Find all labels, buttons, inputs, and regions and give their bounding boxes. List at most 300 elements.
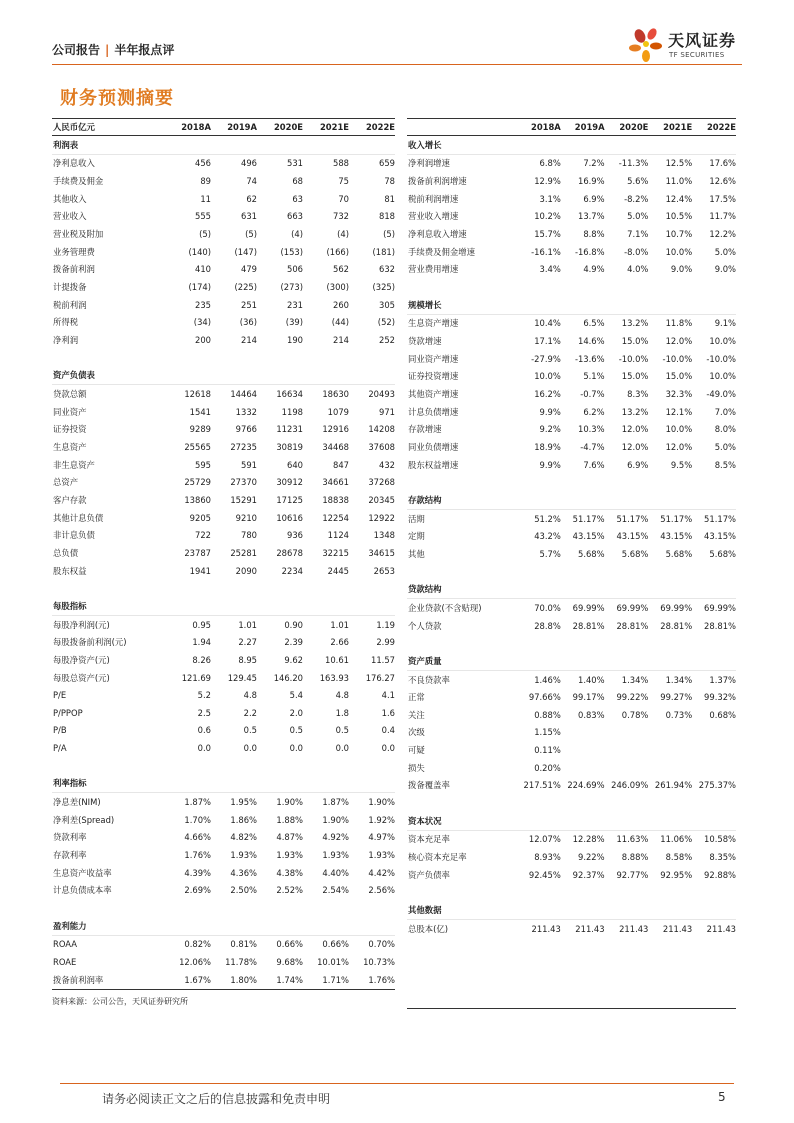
table-row [407,741,736,759]
cell-value: 1.93% [368,850,395,861]
cell-value: -13.6% [574,353,605,364]
cell-value: 1.76% [184,850,211,861]
cell-value: 1.70% [184,814,211,825]
row-label: P/E [53,690,67,701]
cell-value: 32.3% [665,389,693,400]
cell-value: 25729 [184,477,211,488]
cell-value: 1.90% [276,797,303,808]
row-label: 拨备前利润增速 [408,176,467,187]
cell-value: 12.0% [665,441,693,452]
cell-value: 11231 [276,424,303,435]
cell-value: 2.50% [230,885,257,896]
row-label: P/A [53,743,67,754]
cell-value: 28.81% [572,620,605,631]
row-label: P/PPOP [53,707,83,718]
cell-value: -11.3% [618,158,649,169]
cell-value: 432 [379,459,395,470]
cell-value: 659 [379,158,395,169]
cell-value: -8.0% [624,246,649,257]
cell-value: 13.2% [621,318,649,329]
cell-value: 146.20 [273,672,303,683]
cell-value: 15291 [230,494,257,505]
cell-value: (4) [337,229,349,240]
cell-value: 1.34% [621,674,649,685]
row-label: 计息负债成本率 [53,885,112,896]
cell-value: (39) [285,317,303,328]
cell-value: 971 [379,406,395,417]
row-label: 非计息负债 [53,530,95,541]
cell-value: 2090 [235,565,257,576]
cell-value: 14.6% [577,336,605,347]
cell-value: 3.4% [539,264,561,275]
cell-value: 0.78% [621,709,649,720]
table-row [52,846,395,864]
cell-value: 12.5% [665,158,693,169]
cell-value: 69.99% [616,602,649,613]
cell-value: 11.7% [709,211,736,222]
cell-value: 13860 [184,494,211,505]
cell-value: 0.0 [243,743,257,754]
row-label: 非生息资产 [53,459,95,470]
cell-value: 2.0 [289,707,303,718]
cell-value: 97.66% [528,692,561,703]
cell-value: 8.93% [534,852,561,863]
cell-value: 1.01 [330,619,349,630]
cell-value: 99.22% [616,692,649,703]
row-label: 次级 [408,727,425,738]
doc-type: 公司报告 [52,43,101,57]
row-label: 个人贷款 [408,620,442,631]
cell-value: 0.66% [322,939,349,950]
row-label: 损失 [408,762,425,773]
cell-value: 496 [241,158,257,169]
cell-value: 0.66% [276,939,303,950]
row-label: 存款增速 [408,424,442,435]
cell-value: 4.36% [230,867,257,878]
cell-value: 12.0% [621,424,649,435]
cell-value: 1.67% [184,974,211,985]
table-row [407,456,736,474]
section-title: 资产质量 [408,655,442,666]
cell-value: 7.2% [583,158,605,169]
row-label: 税前利润 [53,299,87,310]
cell-value: 34661 [322,477,349,488]
table-row [52,936,395,954]
row-label: 生息资产 [53,441,87,452]
cell-value: 63 [292,193,303,204]
cell-value: 0.95 [192,619,211,630]
cell-value: 8.8% [583,229,605,240]
row-label: 拨备前利润 [53,264,95,275]
cell-value: 8.35% [709,852,736,863]
row-label: 所得税 [53,317,79,328]
cell-value: 12.4% [665,193,693,204]
row-label: 拨备前利润率 [53,974,104,985]
cell-value: 260 [333,299,349,310]
row-label: 净利润增速 [408,158,450,169]
cell-value: 211.43 [619,923,649,934]
cell-value: 6.8% [539,158,561,169]
cell-value: 1.74% [276,974,303,985]
cell-value: 74 [246,176,257,187]
cell-value: 224.69% [567,780,605,791]
row-label: ROAA [53,939,77,950]
cell-value: 11.0% [665,176,693,187]
cell-value: 15.0% [665,371,693,382]
cell-value: 12.1% [665,406,693,417]
cell-value: 70 [338,193,349,204]
cell-value: 479 [241,264,257,275]
cell-value: 17.1% [534,336,561,347]
cell-value: (140) [188,246,211,257]
spacer-row [52,349,395,367]
section-title: 资产负债表 [53,370,95,381]
cell-value: 1.87% [184,797,211,808]
cell-value: 75 [338,176,349,187]
spacer-row [407,563,736,581]
cell-value: 68 [292,176,303,187]
row-label: 核心资本充足率 [408,852,467,863]
cell-value: 10.0% [534,371,561,382]
table-row [52,314,395,332]
cell-value: 6.5% [583,318,605,329]
cell-value: (174) [188,282,211,293]
cell-value: 20345 [368,494,395,505]
cell-value: 10.0% [709,336,736,347]
row-label: 资产负债率 [408,869,450,880]
cell-value: 1.8 [335,707,349,718]
cell-value: 235 [195,299,211,310]
spacer-row [52,899,395,917]
row-label: 营业税及附加 [53,229,104,240]
cell-value: 211.43 [706,923,736,934]
cell-value: 4.38% [276,867,303,878]
page-number: 5 [718,1090,726,1104]
cell-value: 15.0% [621,336,649,347]
row-label: 其他 [408,548,425,559]
row-label: 其他计息负债 [53,512,104,523]
cell-value: 1198 [281,406,303,417]
cell-value: 5.7% [539,548,561,559]
cell-value: 43.15% [572,531,605,542]
table-row [407,332,736,350]
row-label: 其他资产增速 [408,389,459,400]
header-rule [52,64,742,65]
cell-value: 12.0% [621,441,649,452]
table-row [52,616,395,634]
section-title: 收入增长 [408,139,442,150]
cell-value: 588 [333,158,349,169]
table-row [407,671,736,689]
doc-subtype: 半年报点评 [114,43,175,57]
left-financial-table [52,118,395,990]
row-label: 可疑 [408,745,425,756]
cell-value: 211.43 [531,923,561,934]
cell-value: 0.6 [197,725,211,736]
cell-value: 1.6 [381,707,395,718]
row-label: 贷款利率 [53,832,87,843]
cell-value: 4.42% [368,867,395,878]
cell-value: 10.0% [665,246,693,257]
cell-value: 0.0 [381,743,395,754]
cell-value: 10.7% [665,229,693,240]
table-row [52,562,395,580]
cell-value: 14464 [230,389,257,400]
cell-value: 1.92% [368,814,395,825]
table-row [407,368,736,386]
cell-value: 1.76% [368,974,395,985]
cell-value: 190 [287,335,303,346]
cell-value: 5.2 [197,690,211,701]
cell-value: 69.99% [660,602,693,613]
cell-value: 5.68% [709,548,736,559]
cell-value: 10.61 [325,654,349,665]
cell-value: 5.6% [627,176,649,187]
cell-value: 847 [333,459,349,470]
table-row [52,882,395,900]
cell-value: 70.0% [534,602,561,613]
row-label: 总负债 [53,547,79,558]
cell-value: 1.90% [322,814,349,825]
cell-value: 1.93% [230,850,257,861]
cell-value: (225) [234,282,257,293]
cell-value: 51.17% [704,513,736,524]
row-label: 计提拨备 [53,282,87,293]
row-label: 每股总资产(元) [53,672,110,683]
table-row [52,456,395,474]
row-label: 股东权益增速 [408,459,459,470]
cell-value: 4.0% [627,264,649,275]
cell-value: 92.37% [572,869,605,880]
cell-value: (325) [372,282,395,293]
cell-value: 9289 [189,424,211,435]
table-row [52,739,395,757]
row-label: 证券投资 [53,424,87,435]
section-header-row [407,491,736,510]
row-label: 净利息收入增速 [408,229,467,240]
cell-value: 11.57 [371,654,395,665]
cell-value: 631 [241,211,257,222]
unit-label: 人民币亿元 [53,122,95,132]
cell-value: 246.09% [611,780,649,791]
cell-value: 28678 [276,547,303,558]
cell-value: 12916 [322,424,349,435]
cell-value: 34468 [322,441,349,452]
cell-value: 0.0 [335,743,349,754]
cell-value: 1.86% [230,814,257,825]
cell-value: 217.51% [523,780,561,791]
table-row [52,403,395,421]
row-label: P/B [53,725,67,736]
section-title: 贷款结构 [408,584,442,595]
cell-value: 13.7% [577,211,605,222]
cell-value: 1079 [327,406,349,417]
cell-value: 555 [195,211,211,222]
cell-value: 780 [241,530,257,541]
cell-value: 27235 [230,441,257,452]
cell-value: 5.68% [577,548,605,559]
section-header-row [52,775,395,794]
cell-value: 28.81% [704,620,736,631]
table-row [407,724,736,742]
year-header: 2018A [181,122,211,132]
cell-value: 2234 [281,565,303,576]
row-label: 计息负债增速 [408,406,459,417]
cell-value: 92.88% [704,869,736,880]
table-row [52,864,395,882]
row-label: 贷款总额 [53,389,87,400]
cell-value: 11.8% [665,318,693,329]
cell-value: (5) [199,229,211,240]
year-header: 2019A [574,122,605,132]
cell-value: 4.66% [184,832,211,843]
cell-value: (147) [234,246,257,257]
section-header-row [407,812,736,831]
row-label: 证券投资增速 [408,371,459,382]
cell-value: 211.43 [575,923,605,934]
cell-value: 562 [333,264,349,275]
spacer-row [407,991,736,1009]
table-row [52,811,395,829]
cell-value: 211.43 [662,923,693,934]
section-title: 其他数据 [408,905,442,916]
cell-value: 10.01% [317,957,349,968]
spacer-row [407,473,736,491]
cell-value: 18630 [322,389,349,400]
cell-value: 9.22% [577,852,605,863]
row-label: 企业贷款(不含贴现) [408,602,482,613]
spacer-row [407,973,736,991]
table-row [407,706,736,724]
cell-value: 456 [195,158,211,169]
cell-value: 5.4 [289,690,303,701]
spacer-row [52,757,395,775]
cell-value: 2.66 [330,637,349,648]
cell-value: 176.27 [365,672,395,683]
cell-value: -10.0% [662,353,693,364]
table-row [407,421,736,439]
cell-value: 2.56% [368,885,395,896]
cell-value: (36) [239,317,257,328]
cell-value: 1.37% [709,674,736,685]
cell-value: -10.0% [706,353,736,364]
cell-value: 69.99% [572,602,605,613]
cell-value: 305 [379,299,395,310]
cell-value: 10.0% [665,424,693,435]
cell-value: 11.78% [225,957,257,968]
cell-value: 1.40% [577,674,605,685]
cell-value: 506 [287,264,303,275]
cell-value: -16.8% [574,246,605,257]
cell-value: 0.20% [534,762,561,773]
source-note: 资料来源：公司公告，天风证券研究所 [52,997,188,1006]
cell-value: 1.01 [238,619,257,630]
cell-value: 92.77% [616,869,649,880]
cell-value: 5.68% [621,548,649,559]
row-label: 生息资产收益率 [53,867,112,878]
row-label: 净利息收入 [53,158,95,169]
cell-value: -8.2% [624,193,649,204]
cell-value: 10.4% [534,318,561,329]
cell-value: 5.0% [714,246,736,257]
row-label: 手续费及佣金 [53,176,104,187]
table-row [52,651,395,669]
cell-value: 1.15% [534,727,561,738]
row-label: 营业收入增速 [408,211,459,222]
table-row [52,491,395,509]
cell-value: 43.15% [616,531,649,542]
logo-en-text: TF SECURITIES [669,51,725,59]
cell-value: 663 [287,211,303,222]
cell-value: 25281 [230,547,257,558]
cell-value: 2.39 [284,637,303,648]
cell-value: 1.19 [376,619,395,630]
cell-value: 1541 [189,406,211,417]
table-row [52,704,395,722]
section-title: 存款结构 [408,494,442,505]
cell-value: 1.34% [665,674,693,685]
cell-value: 1.88% [276,814,303,825]
cell-value: 12.2% [709,229,736,240]
cell-value: 9.9% [539,406,561,417]
table-row [407,777,736,795]
cell-value: 214 [241,335,257,346]
cell-value: 43.15% [660,531,693,542]
cell-value: (5) [383,229,395,240]
cell-value: 17125 [276,494,303,505]
table-row [52,686,395,704]
section-title: 资本状况 [408,815,442,826]
section-title: 规模增长 [408,299,442,310]
table-row [407,315,736,333]
table-row [52,296,395,314]
row-label: 同业资产 [53,406,87,417]
section-header-row [52,136,395,155]
cell-value: 25565 [184,441,211,452]
cell-value: 14208 [368,424,395,435]
section-title: 利润表 [53,139,79,150]
cell-value: 5.0% [714,441,736,452]
cell-value: 7.6% [583,459,605,470]
cell-value: 632 [379,264,395,275]
table-row [52,278,395,296]
table-row [52,225,395,243]
cell-value: 0.81% [230,939,257,950]
table-row [407,866,736,884]
year-header: 2020E [619,122,649,132]
table-row [407,243,736,261]
cell-value: 37268 [368,477,395,488]
cell-value: 10.2% [534,211,561,222]
cell-value: (166) [326,246,349,257]
table-row [407,385,736,403]
row-label: 总股本(亿) [408,923,449,934]
logo-cn-text: 天风证券 [668,31,737,50]
footer-rule [60,1083,734,1084]
spacer-row [407,955,736,973]
cell-value: 51.17% [572,513,605,524]
cell-value: 11.06% [660,834,693,845]
left-table-bottom-rule [52,989,395,990]
table-row [407,527,736,545]
table-row [407,261,736,279]
cell-value: 8.5% [714,459,736,470]
cell-value: 0.5 [243,725,257,736]
row-label: 存款利率 [53,850,87,861]
cell-value: 81 [384,193,395,204]
year-header: 2021E [663,122,693,132]
row-label: 每股净利润(元) [53,619,110,630]
